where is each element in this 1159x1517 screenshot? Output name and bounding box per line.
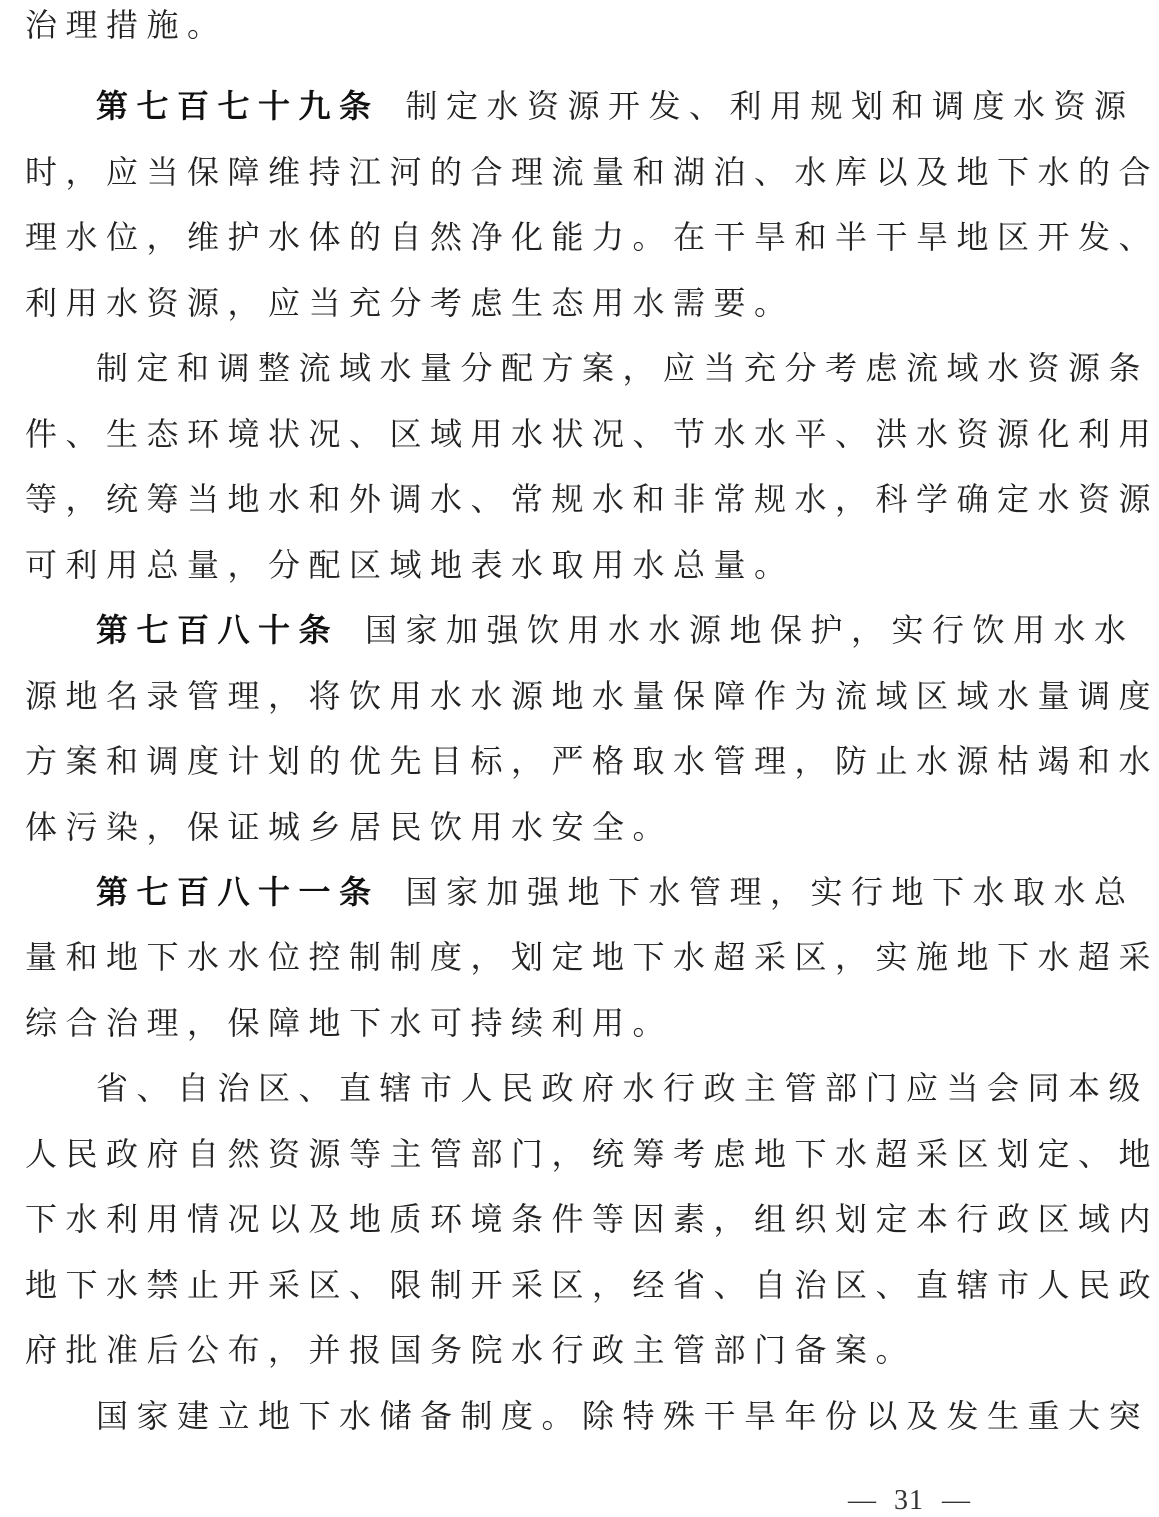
text-line: 等，统筹当地水和外调水、常规水和非常规水，科学确定水资源	[25, 480, 1159, 518]
text-line: 件、生态环境状况、区域用水状况、节水水平、洪水资源化利用	[25, 415, 1159, 453]
article-number: 第七百八十一条	[96, 873, 380, 911]
text-line: 量和地下水水位控制制度，划定地下水超采区，实施地下水超采	[25, 938, 1159, 976]
page-number: 31	[894, 1485, 924, 1516]
text-line: 理水位，维护水体的自然净化能力。在干旱和半干旱地区开发、	[25, 218, 1159, 256]
footer-dash-left: —	[848, 1485, 876, 1516]
text-line: 国家建立地下水储备制度。除特殊干旱年份以及发生重大突	[96, 1397, 1150, 1435]
text-line: 制定和调整流域水量分配方案，应当充分考虑流域水资源条	[96, 349, 1150, 387]
article-heading-line	[96, 870, 1135, 914]
text-line: 人民政府自然资源等主管部门，统筹考虑地下水超采区划定、地	[25, 1135, 1159, 1173]
footer-dash-right: —	[942, 1485, 970, 1516]
text-line: 府批准后公布，并报国务院水行政主管部门备案。	[25, 1331, 917, 1369]
article-heading-line	[96, 84, 1135, 128]
text-line: 国家加强地下水管理，实行地下水取水总	[405, 873, 1135, 911]
article-number: 第七百八十条	[96, 611, 340, 649]
text-line: 综合治理，保障地下水可持续利用。	[25, 1004, 674, 1042]
text-line: 源地名录管理，将饮用水水源地水量保障作为流域区域水量调度	[25, 677, 1159, 715]
text-line: 省、自治区、直辖市人民政府水行政主管部门应当会同本级	[96, 1069, 1150, 1107]
text-line: 利用水资源，应当充分考虑生态用水需要。	[25, 284, 795, 322]
text-line: 国家加强饮用水水源地保护，实行饮用水水	[365, 611, 1135, 649]
article-heading-line	[96, 608, 1135, 652]
article-number: 第七百七十九条	[96, 87, 380, 125]
text-line: 地下水禁止开采区、限制开采区，经省、自治区、直辖市人民政	[25, 1266, 1159, 1304]
text-line: 方案和调度计划的优先目标，严格取水管理，防止水源枯竭和水	[25, 742, 1159, 780]
text-line: 治理措施。	[25, 6, 228, 44]
text-line: 可利用总量，分配区域地表水取用水总量。	[25, 546, 795, 584]
text-line: 制定水资源开发、利用规划和调度水资源	[405, 87, 1135, 125]
text-line: 体污染，保证城乡居民饮用水安全。	[25, 808, 674, 846]
page-footer	[848, 1485, 970, 1517]
text-line: 下水利用情况以及地质环境条件等因素，组织划定本行政区域内	[25, 1200, 1159, 1238]
text-line: 时，应当保障维持江河的合理流量和湖泊、水库以及地下水的合	[25, 153, 1159, 191]
